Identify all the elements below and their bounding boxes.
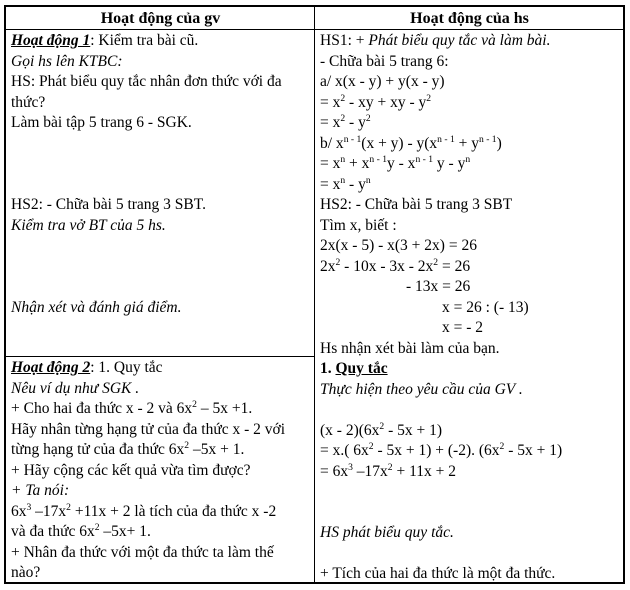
text-line xyxy=(320,257,619,278)
column-header-student xyxy=(315,7,623,30)
text-line xyxy=(320,359,619,380)
superscript-exponent: 2 xyxy=(66,501,71,513)
text-segment: –5x+ 1. xyxy=(99,523,151,540)
teacher-activity-1-cell xyxy=(6,30,315,357)
text-line xyxy=(11,563,310,582)
superscript-exponent: 2 xyxy=(365,112,371,124)
text-segment: 6x xyxy=(11,502,27,520)
text-line xyxy=(320,380,619,401)
text-segment: thức? xyxy=(11,93,46,111)
text-line xyxy=(11,52,310,73)
text-line xyxy=(320,462,619,483)
text-line xyxy=(320,318,619,339)
text-line xyxy=(320,523,619,544)
text-segment: - 5x + 1) xyxy=(504,442,563,459)
text-line xyxy=(11,379,310,400)
text-line xyxy=(320,298,619,319)
text-line xyxy=(320,113,619,134)
text-segment: HS: Phát biểu quy tắc nhân đơn thức với đa xyxy=(11,73,282,90)
text-segment: Nêu ví dụ như SGK . xyxy=(11,379,140,397)
text-segment: và đa thức 6x xyxy=(11,523,95,540)
superscript-exponent: 2 xyxy=(340,112,346,124)
text-segment: + x xyxy=(345,155,370,172)
text-line xyxy=(320,93,619,114)
text-segment: (x + y) - y(x xyxy=(361,134,438,152)
text-segment: Kiểm tra vở BT của 5 hs. xyxy=(11,216,166,234)
text-segment: - Chữa bài 5 trang 6: xyxy=(320,52,449,70)
text-line xyxy=(11,257,310,278)
text-segment: x = - 2 xyxy=(442,319,484,336)
text-line xyxy=(320,441,619,462)
text-line xyxy=(11,175,310,196)
text-line xyxy=(320,544,619,565)
text-line xyxy=(320,175,619,196)
text-segment: + Cho hai đa thức x - 2 và 6x xyxy=(11,400,193,417)
text-segment: –17x xyxy=(31,502,67,520)
text-line xyxy=(320,195,619,216)
text-line xyxy=(320,277,619,298)
text-line xyxy=(11,236,310,257)
superscript-exponent: 2 xyxy=(499,440,505,452)
text-segment: = x xyxy=(320,93,341,111)
text-line xyxy=(320,421,619,442)
column-header-teacher-label: Hoạt động của gv xyxy=(100,9,221,27)
text-segment: + Ta nói: xyxy=(11,482,70,499)
text-segment: Gọi hs lên KTBC: xyxy=(11,52,123,70)
text-line xyxy=(11,216,310,237)
text-segment: HS1: + xyxy=(320,32,369,49)
text-segment: = 26 xyxy=(438,257,471,275)
text-segment: Quy tắc xyxy=(335,360,388,377)
text-line xyxy=(320,52,619,73)
text-segment: = 6x xyxy=(320,462,349,480)
superscript-exponent: 2 xyxy=(379,420,385,432)
text-line xyxy=(11,298,310,319)
text-segment: = x xyxy=(320,114,341,131)
text-line xyxy=(11,358,310,379)
text-segment: Tìm x, biết : xyxy=(320,216,397,234)
text-segment: y - x xyxy=(387,155,416,172)
text-segment: ) xyxy=(496,134,502,152)
text-line xyxy=(320,72,619,93)
text-segment: - xy + xy - y xyxy=(345,93,427,111)
superscript-exponent: n xyxy=(340,174,346,186)
text-segment: – 5x +1. xyxy=(196,400,253,417)
text-line xyxy=(11,502,310,523)
text-segment: + 11x + 2 xyxy=(392,462,457,480)
text-line xyxy=(11,481,310,502)
text-segment: b/ x xyxy=(320,134,344,152)
text-line xyxy=(11,277,310,298)
text-segment: Hoạt động 1 xyxy=(11,32,91,49)
superscript-exponent: n xyxy=(465,153,471,165)
column-header-teacher xyxy=(6,7,315,30)
superscript-exponent: 2 xyxy=(426,92,432,104)
text-segment: +11x + 2 là tích của đa thức x -2 xyxy=(70,502,277,520)
text-line xyxy=(320,216,619,237)
text-segment: –5x + 1. xyxy=(189,441,245,458)
superscript-exponent: n - 1 xyxy=(437,133,455,145)
superscript-exponent: 2 xyxy=(433,256,439,268)
text-segment: Thực hiện theo yêu cầu của GV . xyxy=(320,380,523,398)
text-segment: HS2: - Chữa bài 5 trang 3 SBT xyxy=(320,196,513,213)
text-line xyxy=(11,420,310,441)
text-line xyxy=(320,503,619,524)
student-activity-cell xyxy=(315,30,623,582)
text-line xyxy=(320,400,619,421)
teacher-activity-2-cell xyxy=(6,357,315,582)
text-line xyxy=(320,154,619,175)
superscript-exponent: n - 1 xyxy=(369,153,388,165)
text-line xyxy=(11,93,310,114)
text-segment: + Nhân đa thức với một đa thức ta làm thế xyxy=(11,543,274,561)
text-segment: : Kiểm tra bài cũ. xyxy=(90,32,199,49)
text-line xyxy=(11,195,310,216)
text-segment: = x.( 6x xyxy=(320,442,369,459)
text-segment: y - y xyxy=(433,155,466,172)
text-segment: - 5x + 1) xyxy=(384,421,443,439)
text-segment: từng hạng tử của đa thức 6x xyxy=(11,441,185,458)
text-segment: Hoạt động 2 xyxy=(11,359,91,376)
text-segment: (x - 2)(6x xyxy=(320,421,380,439)
text-line xyxy=(11,440,310,461)
text-line xyxy=(11,399,310,420)
text-segment: + y xyxy=(454,134,480,152)
text-segment: - 5x + 1) + (-2). (6x xyxy=(373,442,500,459)
text-line xyxy=(320,236,619,257)
superscript-exponent: 2 xyxy=(368,440,374,452)
text-line xyxy=(11,134,310,155)
text-segment: - y xyxy=(345,175,366,193)
text-line xyxy=(11,461,310,482)
superscript-exponent: 3 xyxy=(348,461,353,473)
superscript-exponent: 2 xyxy=(340,92,346,104)
text-line xyxy=(320,134,619,155)
text-segment: Hãy nhân từng hạng tử của đa thức x - 2 với xyxy=(11,420,286,438)
text-segment: : 1. Quy tắc xyxy=(90,359,163,376)
superscript-exponent: 2 xyxy=(192,398,197,410)
superscript-exponent: n - 1 xyxy=(415,153,434,165)
superscript-exponent: 2 xyxy=(387,461,393,473)
text-segment: Nhận xét và đánh giá điểm. xyxy=(11,298,182,316)
superscript-exponent: 2 xyxy=(184,439,190,451)
superscript-exponent: n - 1 xyxy=(343,133,362,145)
text-segment: - 13x = 26 xyxy=(406,278,471,295)
superscript-exponent: n - 1 xyxy=(479,133,497,145)
text-segment: = x xyxy=(320,175,341,193)
text-line xyxy=(11,113,310,134)
text-segment: HS phát biểu quy tắc. xyxy=(320,524,454,541)
text-segment: x = 26 : (- 13) xyxy=(442,298,529,316)
text-segment: Hs nhận xét bài làm của bạn. xyxy=(320,339,500,357)
text-line xyxy=(320,564,619,582)
superscript-exponent: n xyxy=(340,153,346,165)
text-segment: HS2: - Chữa bài 5 trang 3 SBT. xyxy=(11,196,206,213)
text-line xyxy=(11,72,310,93)
text-segment: + Hãy cộng các kết quả vừa tìm được? xyxy=(11,461,251,479)
text-segment: - y xyxy=(345,114,366,131)
text-line xyxy=(11,31,310,52)
superscript-exponent: 2 xyxy=(94,521,100,533)
text-line xyxy=(11,154,310,175)
column-header-student-label: Hoạt động của hs xyxy=(410,9,529,27)
text-segment: - 10x - 3x - 2x xyxy=(340,257,434,275)
text-segment: 2x(x - 5) - x(3 + 2x) = 26 xyxy=(320,237,477,254)
text-line xyxy=(11,543,310,564)
superscript-exponent: n xyxy=(365,174,371,186)
text-segment: Phát biểu quy tắc và làm bài. xyxy=(368,32,551,49)
text-segment: nào? xyxy=(11,564,41,581)
lesson-plan-table xyxy=(4,5,625,584)
text-segment: a/ x(x - y) + y(x - y) xyxy=(320,73,445,90)
text-line xyxy=(320,31,619,52)
text-segment: 2x xyxy=(320,257,336,275)
text-segment: 1. xyxy=(320,360,336,377)
text-line xyxy=(11,522,310,543)
text-segment: Làm bài tập 5 trang 6 - SGK. xyxy=(11,114,192,131)
text-line xyxy=(320,339,619,360)
text-segment: = x xyxy=(320,155,341,172)
text-line xyxy=(320,482,619,503)
superscript-exponent: 3 xyxy=(26,501,32,513)
text-segment: + Tích của hai đa thức là một đa thức. xyxy=(320,565,556,582)
text-segment: –17x xyxy=(352,462,388,480)
superscript-exponent: 2 xyxy=(335,256,341,268)
